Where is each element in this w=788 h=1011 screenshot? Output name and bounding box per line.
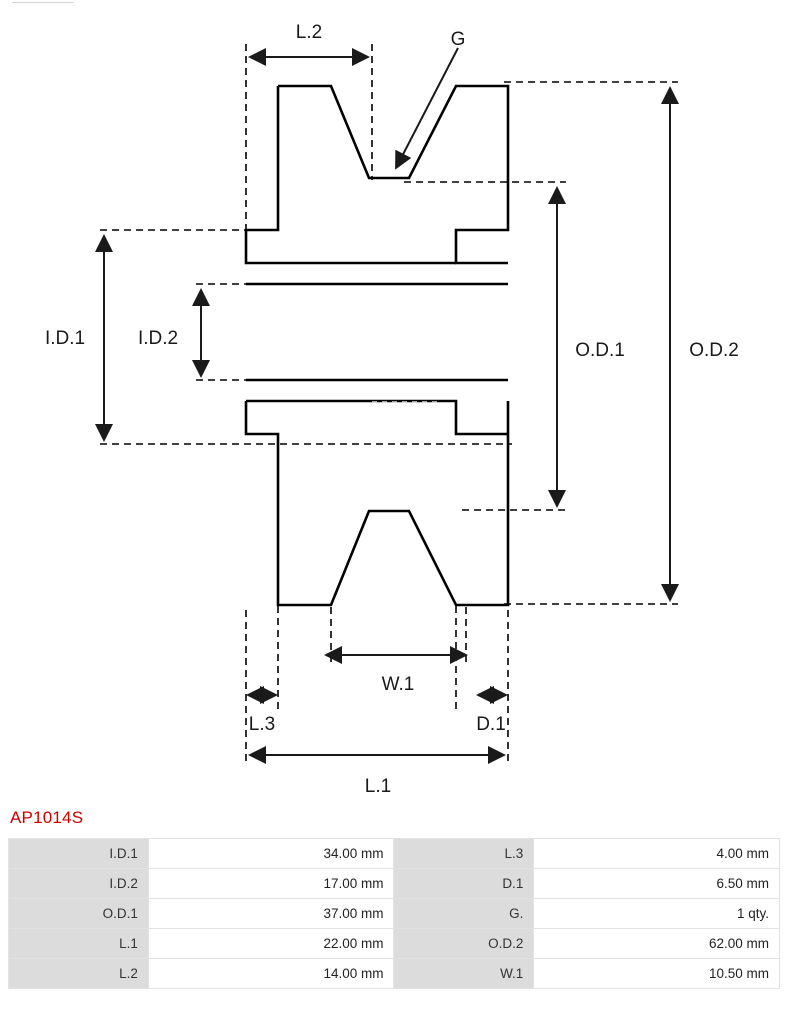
table-row — [9, 929, 780, 959]
label-l3: L.3 — [248, 714, 276, 735]
spec-key: W.1 — [394, 959, 534, 989]
label-id1: I.D.1 — [44, 328, 86, 349]
label-l1: L.1 — [364, 776, 392, 797]
label-od2: O.D.2 — [689, 340, 739, 361]
spec-value: 62.00 mm — [534, 929, 780, 959]
part-code: AP1014S — [10, 808, 84, 827]
label-w1: W.1 — [381, 674, 415, 695]
spec-key: L.1 — [9, 929, 149, 959]
spec-key: L.2 — [9, 959, 149, 989]
table-row — [9, 869, 780, 899]
spec-key: I.D.1 — [9, 839, 149, 869]
spec-value: 37.00 mm — [148, 899, 394, 929]
spec-key: D.1 — [394, 869, 534, 899]
spec-key: O.D.1 — [9, 899, 149, 929]
table-row — [9, 899, 780, 929]
label-g: G — [450, 29, 466, 50]
label-id2: I.D.2 — [137, 328, 179, 349]
table-row — [9, 959, 780, 989]
spec-key: O.D.2 — [394, 929, 534, 959]
spec-value: 4.00 mm — [534, 839, 780, 869]
spec-value: 14.00 mm — [148, 959, 394, 989]
spec-value: 10.50 mm — [534, 959, 780, 989]
specifications-table — [8, 838, 780, 989]
pulley-outline — [246, 86, 508, 605]
label-od1: O.D.1 — [575, 340, 625, 361]
label-l2: L.2 — [295, 22, 323, 43]
spec-value: 17.00 mm — [148, 869, 394, 899]
spec-key: I.D.2 — [9, 869, 149, 899]
spec-value: 22.00 mm — [148, 929, 394, 959]
spec-value: 6.50 mm — [534, 869, 780, 899]
spec-value: 1 qty. — [534, 899, 780, 929]
label-d1: D.1 — [476, 714, 506, 735]
spec-key: L.3 — [394, 839, 534, 869]
table-row — [9, 839, 780, 869]
spec-value: 34.00 mm — [148, 839, 394, 869]
spec-key: G. — [394, 899, 534, 929]
